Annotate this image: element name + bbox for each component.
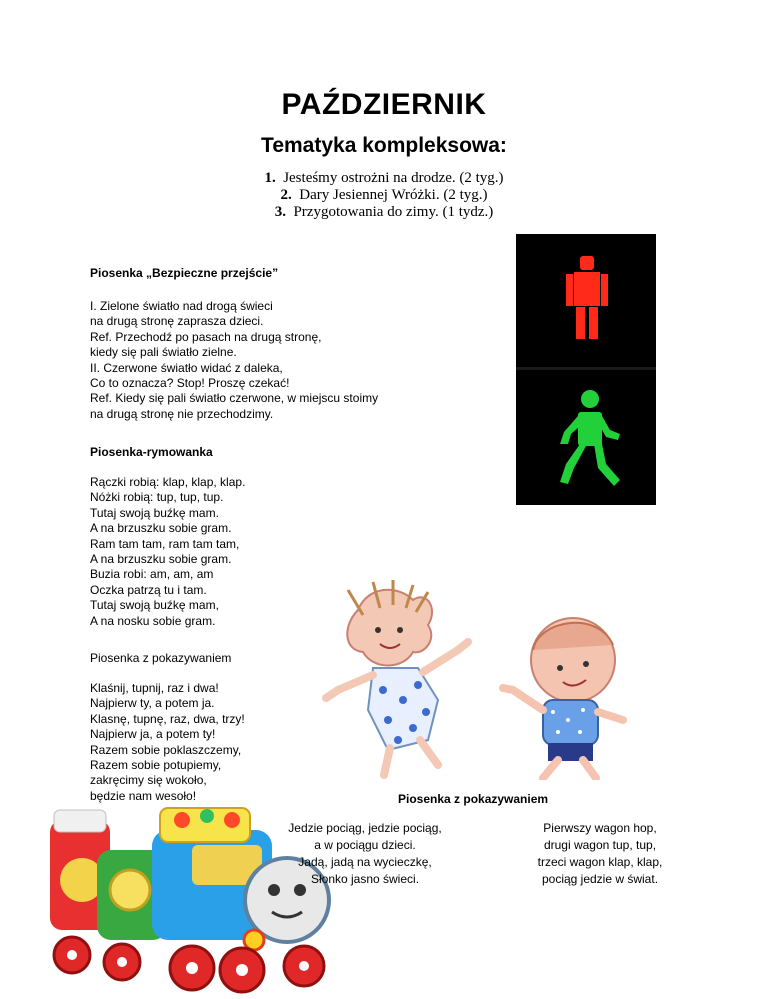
lyric-line: na drugą stronę nie przechodzimy.: [90, 406, 274, 421]
lyric-line: zakręcimy się wokoło,: [90, 773, 207, 788]
lyric-line: Ref. Przechodź po pasach na drugą stronę,: [90, 329, 322, 344]
boy-figure: [503, 618, 623, 778]
lyric-line: A na brzuszku sobie gram.: [90, 552, 232, 567]
lyric-line: Najpierw ty, a potem ja.: [90, 696, 215, 711]
lyric-line: Ram tam tam, ram tam tam,: [90, 536, 240, 551]
topic-number: 3.: [274, 204, 286, 220]
topic-text: Dary Jesiennej Wróżki. (2 tyg.): [299, 187, 488, 203]
lyric-line: Słonko jasno świeci.: [310, 872, 420, 886]
lyric-line: Co to oznacza? Stop! Proszę czekać!: [90, 376, 290, 391]
topic-text: Przygotowania do zimy. (1 tydz.): [293, 204, 494, 220]
song3-title: Piosenka z pokazywaniem: [90, 651, 232, 665]
lyric-line: trzeci wagon klap, klap,: [537, 855, 663, 869]
lyric-line: Jadą, jadą na wycieczkę,: [298, 855, 432, 869]
lyric-line: A na nosku sobie gram.: [90, 613, 216, 628]
song1-title: Piosenka „Bezpieczne przejście”: [90, 266, 279, 280]
song2-title: Piosenka-rymowanka: [90, 445, 213, 459]
song2-lyrics: [90, 475, 245, 629]
dancing-children-icon: [318, 580, 638, 780]
topic-text: Jesteśmy ostrożni na drodze. (2 tyg.): [283, 170, 504, 186]
dancing-children-illustration: [318, 580, 638, 780]
song1-lyrics: [90, 299, 378, 422]
lyric-line: Tutaj swoją buźkę mam.: [90, 505, 219, 520]
lyric-line: Rączki robią: klap, klap, klap.: [90, 475, 246, 489]
lyric-line: Pierwszy wagon hop,: [543, 821, 657, 835]
topic-item: [0, 204, 768, 221]
lyric-line: Buzia robi: am, am, am: [90, 567, 214, 582]
lyric-line: kiedy się pali światło zielne.: [90, 345, 237, 360]
lyric-line: Najpierw ja, a potem ty!: [90, 727, 216, 742]
topic-item: [0, 170, 768, 187]
girl-figure: [326, 580, 468, 775]
lyric-line: będzie nam wesoło!: [90, 788, 197, 803]
topic-number: 1.: [264, 170, 276, 186]
pedestrian-signal-icon: [516, 234, 656, 505]
page-title: PAŹDZIERNIK: [281, 88, 487, 121]
lyric-line: Klasnę, tupnę, raz, dwa, trzy!: [90, 711, 245, 726]
lyric-line: Ref. Kiedy się pali światło czerwone, w miejscu stoimy: [90, 391, 379, 406]
lyric-line: a w pociągu dzieci.: [314, 838, 416, 852]
lyric-line: Razem sobie poklaszczemy,: [90, 742, 242, 757]
lyric-line: A na brzuszku sobie gram.: [90, 521, 232, 536]
song3-lyrics: [90, 681, 245, 804]
lyric-line: Oczka patrzą tu i tam.: [90, 582, 207, 597]
lyric-line: I. Zielone światło nad drogą świeci: [90, 299, 273, 313]
song4-column-1: [270, 820, 460, 888]
lyric-line: Nóżki robią: tup, tup, tup.: [90, 490, 224, 505]
pedestrian-traffic-light-image: [516, 234, 656, 505]
lyric-line: pociąg jedzie w świat.: [541, 872, 659, 886]
song4-title: Piosenka z pokazywaniem: [398, 792, 549, 806]
lyric-line: drugi wagon tup, tup,: [543, 838, 657, 852]
topic-item: [0, 187, 768, 204]
topic-number: 2.: [280, 187, 292, 203]
lyric-line: Klaśnij, tupnij, raz i dwa!: [90, 681, 219, 695]
page-subtitle: Tematyka kompleksowa:: [261, 134, 507, 157]
lyric-line: na drugą stronę zaprasza dzieci.: [90, 314, 264, 329]
lyric-line: Razem sobie potupiemy,: [90, 758, 222, 773]
song4-column-2: [510, 820, 690, 888]
lyric-line: Jedzie pociąg, jedzie pociąg,: [288, 821, 442, 835]
lyric-line: Tutaj swoją buźkę mam,: [90, 598, 219, 613]
lyric-line: II. Czerwone światło widać z daleka,: [90, 360, 283, 375]
